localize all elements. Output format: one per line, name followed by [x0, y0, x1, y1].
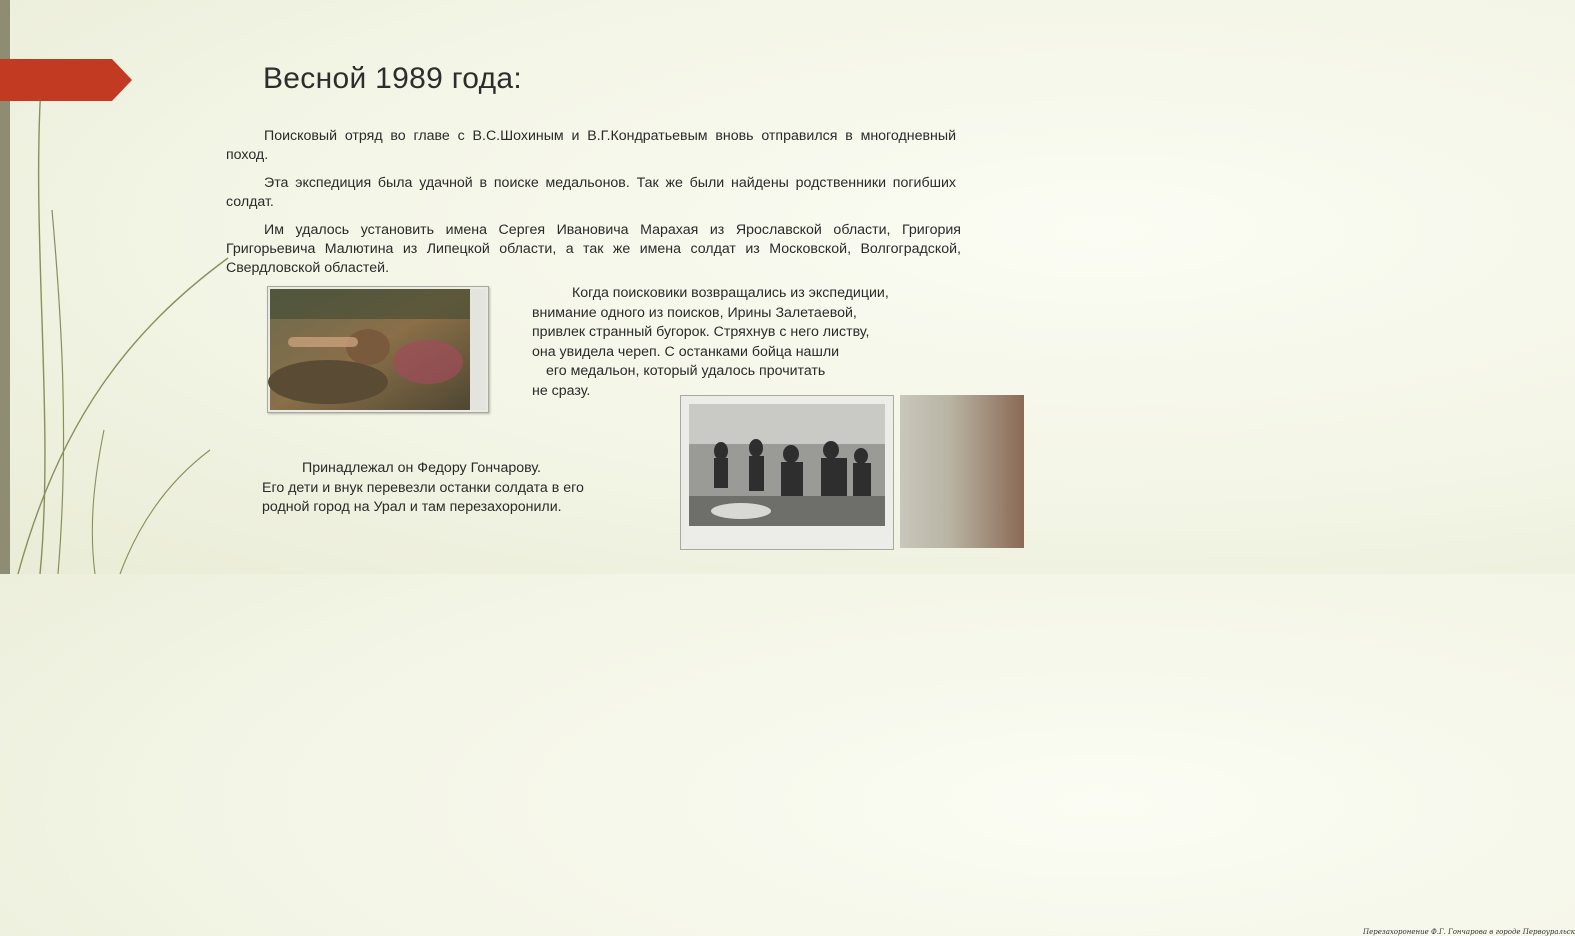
bottom-line-1: Принадлежал он Федору Гончарову.: [302, 460, 541, 476]
paragraph-3: [226, 221, 961, 278]
paragraph-1-text: Поисковый отряд во главе с В.С.Шохиным и В.Г.Кондратьевым вновь отправился в многодневный поход.: [226, 128, 956, 163]
photo-edge-background: [900, 395, 1024, 548]
paragraph-2: [226, 174, 956, 212]
paragraph-2-text: Эта экспедиция была удачной в поиске медальонов. Так же были найдены родственники погибших солдат.: [226, 175, 956, 210]
bottom-line-3: родной город на Урал и там перезахоронили.: [262, 499, 562, 515]
story-line-1: Когда поисковики возвращались из экспедиции,: [572, 285, 889, 301]
story-block-bottom: [262, 459, 662, 518]
paragraph-1: [226, 127, 956, 165]
story-line-3: привлек странный бугорок. Стряхнув с него листву,: [532, 324, 870, 340]
story-line-5: его медальон, который удалось прочитать: [546, 363, 826, 379]
photo-excavation-image: [268, 287, 488, 412]
photo-reburial-image: [681, 396, 893, 549]
story-line-2: внимание одного из поисков, Ирины Залетаевой,: [532, 304, 857, 321]
paragraph-3-text: Им удалось установить имена Сергея Ивановича Марахая из Ярославской области, Григория Григорьевича Малютина из Липецкой области, а так же имена солдат из Московской, Волгоградской, Свердловской областей.: [226, 222, 961, 276]
photo-reburial-caption: Перезахоронение Ф.Г. Гончарова в городе Первоуральск: [1363, 928, 1575, 936]
story-block-right: [532, 284, 952, 401]
photo-reburial: [680, 395, 1575, 936]
accent-arrow: [0, 59, 132, 101]
story-line-6: не сразу.: [532, 382, 591, 399]
story-line-4: она увидела череп. С останками бойца нашли: [532, 343, 840, 360]
photo-excavation: [267, 286, 489, 413]
slide-title: Весной 1989 года:: [263, 62, 523, 95]
bottom-line-2: Его дети и внук перевезли останки солдата в его: [262, 479, 584, 496]
